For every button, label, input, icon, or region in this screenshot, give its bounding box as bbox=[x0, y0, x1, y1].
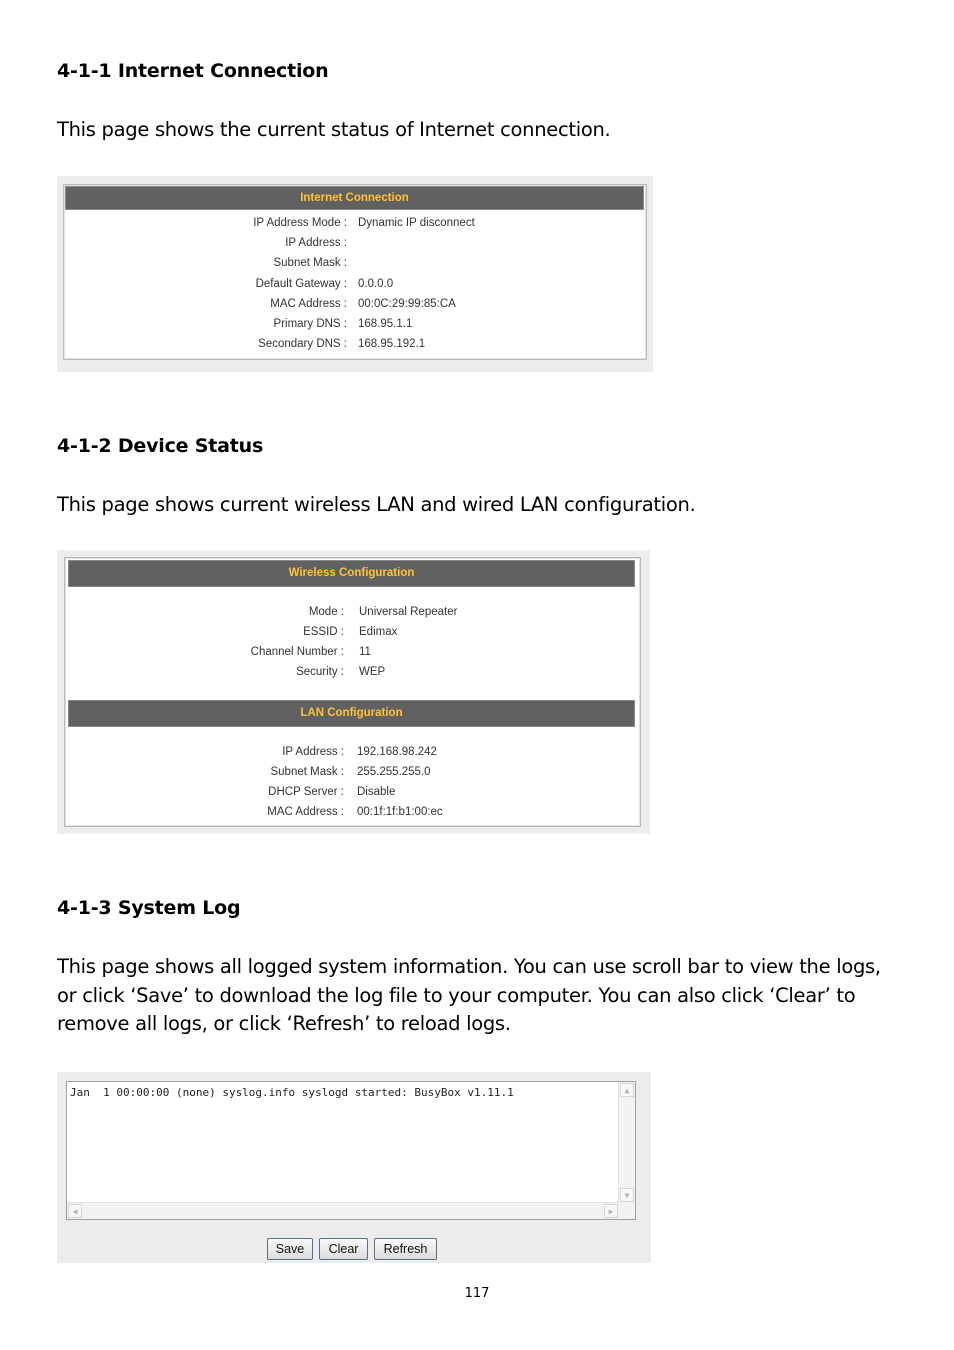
info-label: IP Address : bbox=[285, 237, 347, 250]
info-value: Dynamic IP disconnect bbox=[358, 217, 475, 229]
info-row bbox=[57, 237, 647, 257]
internet-connection-title-bar: Internet Connection bbox=[65, 186, 644, 210]
info-value: 255.255.255.0 bbox=[357, 766, 431, 778]
info-value: 0.0.0.0 bbox=[358, 277, 394, 290]
vertical-scrollbar[interactable] bbox=[618, 1082, 635, 1203]
section-description-internet-connection: This page shows the current status of Internet connection. bbox=[57, 118, 611, 141]
section-description-system-log: This page shows all logged system information. You can use scroll bar to view the logs, or click ‘Save’ to download the log file to your computer. You can also click ‘Clear’ to remove all logs, or click ‘Refresh’ to reload logs. bbox=[57, 955, 881, 1035]
save-button[interactable]: Save bbox=[267, 1238, 313, 1260]
section-description-device-status: This page shows current wireless LAN and wired LAN configuration. bbox=[57, 493, 696, 516]
info-row bbox=[57, 806, 647, 826]
info-label: Default Gateway : bbox=[255, 277, 347, 290]
info-row bbox=[57, 626, 647, 646]
info-label: MAC Address : bbox=[267, 806, 344, 818]
info-value: Disable bbox=[357, 786, 396, 798]
section-heading-internet-connection: 4-1-1 Internet Connection bbox=[57, 60, 329, 82]
info-value: Edimax bbox=[359, 626, 398, 638]
info-label: Subnet Mask : bbox=[273, 257, 347, 270]
internet-connection-panel bbox=[57, 176, 653, 372]
info-row bbox=[57, 278, 647, 298]
info-row bbox=[57, 217, 647, 237]
info-value: WEP bbox=[359, 666, 386, 678]
log-line: Jan 1 00:00:00 (none) syslog.info syslogd started: BusyBox v1.11.1 bbox=[70, 1086, 514, 1099]
info-label: Mode : bbox=[308, 606, 344, 618]
info-row bbox=[57, 646, 647, 666]
info-row bbox=[57, 606, 647, 626]
info-row bbox=[57, 257, 647, 277]
info-label: Channel Number : bbox=[250, 646, 344, 658]
scroll-right-icon[interactable]: ▶ bbox=[604, 1204, 618, 1218]
device-status-panel bbox=[57, 550, 650, 834]
info-value: 168.95.192.1 bbox=[358, 338, 426, 351]
info-label: IP Address : bbox=[282, 746, 344, 758]
info-row bbox=[57, 766, 647, 786]
wireless-configuration-title-bar: Wireless Configuration bbox=[68, 560, 635, 587]
info-label: MAC Address : bbox=[270, 297, 347, 310]
scroll-down-icon[interactable]: ▼ bbox=[620, 1188, 634, 1202]
info-row bbox=[57, 338, 647, 358]
info-label: DHCP Server : bbox=[268, 786, 344, 798]
lan-configuration-title-bar: LAN Configuration bbox=[68, 700, 635, 727]
info-label: Secondary DNS : bbox=[258, 338, 347, 351]
info-value: 168.95.1.1 bbox=[358, 318, 413, 330]
info-label: IP Address Mode : bbox=[253, 217, 347, 229]
refresh-button[interactable]: Refresh bbox=[374, 1238, 437, 1260]
info-row bbox=[57, 298, 647, 318]
system-log-textarea[interactable] bbox=[66, 1081, 636, 1220]
section-heading-system-log: 4-1-3 System Log bbox=[57, 897, 241, 919]
info-label: Primary DNS : bbox=[273, 318, 347, 330]
info-label: Security : bbox=[296, 666, 344, 678]
info-value: 00:1f:1f:b1:00:ec bbox=[357, 806, 443, 818]
info-row bbox=[57, 666, 647, 686]
info-label: Subnet Mask : bbox=[270, 766, 344, 778]
info-value: 00:0C:29:99:85:CA bbox=[358, 297, 456, 310]
section-heading-device-status: 4-1-2 Device Status bbox=[57, 435, 264, 457]
scroll-up-icon[interactable]: ▲ bbox=[620, 1083, 634, 1097]
page-number: 117 bbox=[464, 1286, 490, 1301]
horizontal-scrollbar[interactable] bbox=[67, 1202, 619, 1219]
info-value: 192.168.98.242 bbox=[357, 746, 437, 758]
info-row bbox=[57, 746, 647, 766]
scrollbar-corner bbox=[619, 1203, 635, 1219]
scroll-left-icon[interactable]: ◀ bbox=[68, 1204, 82, 1218]
info-row bbox=[57, 786, 647, 806]
info-value: Universal Repeater bbox=[359, 606, 458, 618]
info-label: ESSID : bbox=[303, 626, 344, 638]
clear-button[interactable]: Clear bbox=[319, 1238, 368, 1260]
info-row bbox=[57, 318, 647, 338]
info-value: 11 bbox=[359, 646, 371, 658]
